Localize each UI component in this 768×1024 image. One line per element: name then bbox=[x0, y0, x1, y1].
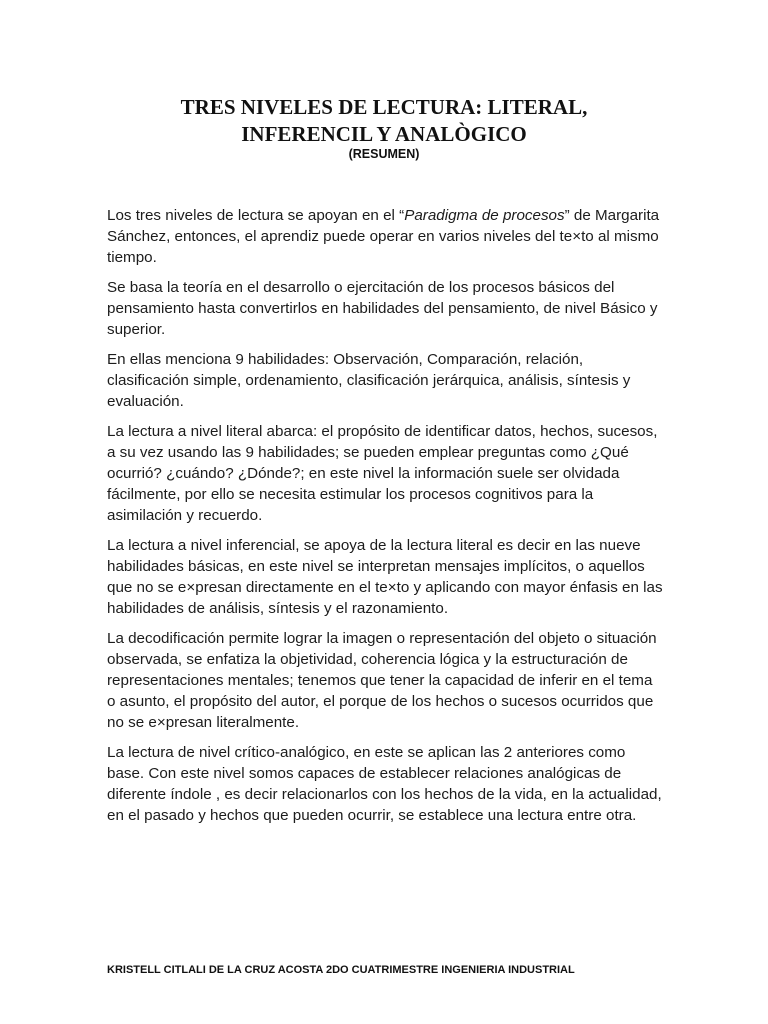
paragraph-7: La lectura de nivel crítico-analógico, en este se aplican las 2 anteriores como base. Con este nivel somos capaces de establecer relaciones analógicas de diferente índole , es decir relacionarlos con los hechos de la vida, en la actualidad, en el pasado y hechos que pueden ocurrir, se establece una lectura entre otra. bbox=[107, 744, 662, 824]
document-title bbox=[0, 94, 768, 148]
paragraph-1 bbox=[107, 205, 663, 268]
paragraph-1-italic: Paradigma de procesos bbox=[404, 207, 565, 224]
document-footer: KRISTELL CITLALI DE LA CRUZ ACOSTA 2DO CUATRIMESTRE INGENIERIA INDUSTRIAL bbox=[107, 964, 575, 976]
title-line-2: INFERENCIL Y ANALÒGICO bbox=[241, 122, 527, 146]
title-line-1: TRES NIVELES DE LECTURA: LITERAL, bbox=[180, 95, 588, 119]
document-body bbox=[107, 205, 663, 835]
paragraph-5: La lectura a nivel inferencial, se apoya de la lectura literal es decir en las nueve habilidades básicas, en este nivel se interpretan mensajes implícitos, o aquellos que no se e×presan directamente en el te×to y aplicando con mayor énfasis en las habilidades de análisis, síntesis y el razonamiento. bbox=[107, 537, 663, 617]
document-subtitle: (RESUMEN) bbox=[348, 147, 420, 161]
paragraph-6: La decodificación permite lograr la imagen o representación del objeto o situación observada, se enfatiza la objetividad, coherencia lógica y la estructuración de representaciones mentales; tenemos que tener la capacidad de inferir en el tema o asunto, el propósito del autor, el porque de los hechos o sucesos ocurridos que no se e×presan literalmente. bbox=[107, 630, 657, 731]
paragraph-2: Se basa la teoría en el desarrollo o ejercitación de los procesos básicos del pensamiento hasta convertirlos en habilidades del pensamiento, de nivel Básico y superior. bbox=[107, 279, 658, 338]
paragraph-1-before: Los tres niveles de lectura se apoyan en el “ bbox=[107, 207, 405, 224]
paragraph-3: En ellas menciona 9 habilidades: Observación, Comparación, relación, clasificación simple, ordenamiento, clasificación jerárquica, análisis, síntesis y evaluación. bbox=[107, 351, 631, 410]
paragraph-1-after: ” de Margarita Sánchez, entonces, el aprendiz puede operar en varios niveles del te×to al mismo tiempo. bbox=[107, 207, 660, 266]
paragraph-4: La lectura a nivel literal abarca: el propósito de identificar datos, hechos, sucesos, a su vez usando las 9 habilidades; se pueden emplear preguntas como ¿Qué ocurrió? ¿cuándo? ¿Dónde?; en este nivel la información suele ser olvidada fácilmente, por ello se necesita estimular los procesos cognitivos para la asimilación y recuerdo. bbox=[107, 423, 658, 524]
